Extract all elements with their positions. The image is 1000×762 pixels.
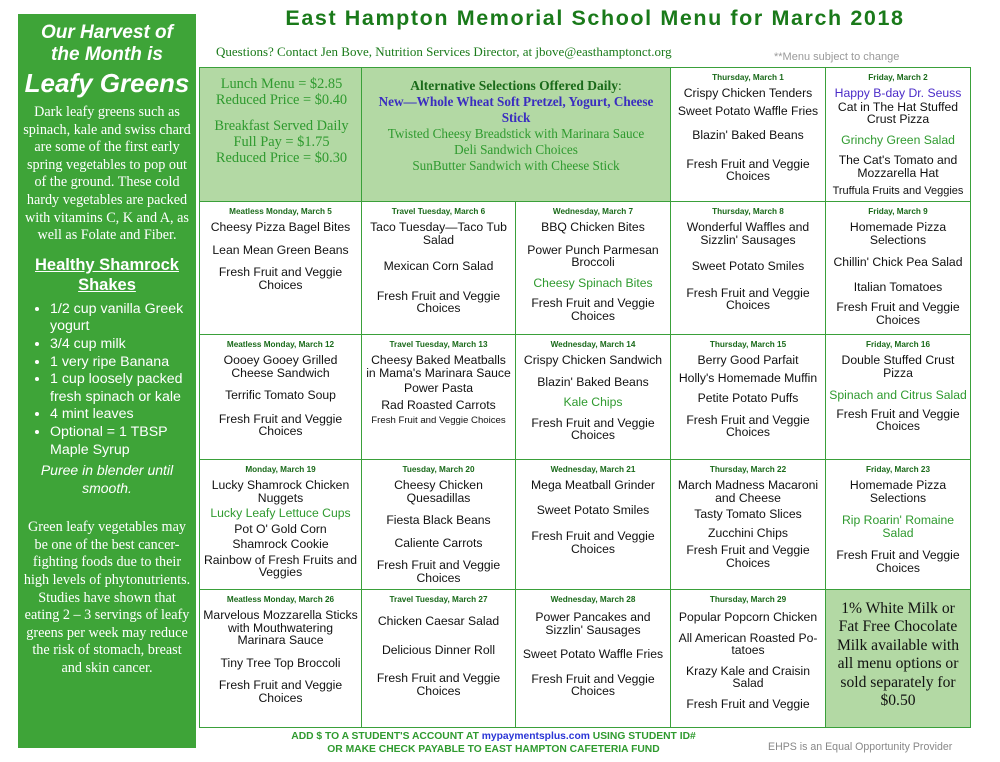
menu-item: The Cat's Tomato and Mozzarella Hat (838, 153, 958, 180)
leafy-greens-health-note: Green leafy vegetables may be one of the best cancer-fighting foods due to their high levels of phytonutrients. Studies have shown that eating 2 – 3 servings of leafy greens per week may reduce the risk of stomach, breast and skin cancer. (23, 519, 191, 677)
day-date: Thursday, March 22 (709, 465, 787, 474)
menu-item: Kale Chips (563, 395, 623, 409)
menu-item: Fresh Fruit and Veggie Choices (218, 265, 343, 292)
ingredient-item: • 1 cup loosely packed fresh spinach or kale (50, 371, 192, 406)
menu-item: Popular Popcorn Chicken (678, 610, 818, 624)
day-date: Thursday, March 8 (712, 207, 784, 216)
menu-item: Power Pasta (403, 381, 474, 395)
menu-item: Grinchy Green Salad (841, 132, 955, 147)
menu-item: Italian Tomatoes (853, 279, 943, 294)
breakfast-reduced-price: Reduced Price = $0.30 (215, 150, 348, 166)
day-date: Meatless Monday, March 12 (226, 340, 335, 349)
day-date: Travel Tuesday, March 27 (389, 595, 488, 604)
shake-title-line2: Shakes (78, 275, 136, 294)
menu-item: Fresh Fruit and Veggie Choices (686, 543, 810, 570)
day-cell-mar-20 (362, 460, 516, 590)
lunch-reduced-price: Reduced Price = $0.40 (215, 92, 348, 108)
menu-item: Shamrock Cookie (232, 537, 329, 551)
menu-item: Fresh Fruit and Veggie Choices (686, 285, 810, 312)
day-date: Meatless Monday, March 26 (226, 595, 335, 604)
menu-item: Fresh Fruit and Veggie Choices (686, 156, 810, 183)
menu-item: Cheesy Chicken Quesadillas (394, 478, 483, 505)
menu-item: Fresh Fruit and Veggie Choices (836, 548, 960, 575)
menu-item: Terrific Tomato Soup (225, 388, 336, 402)
day-date: Monday, March 19 (245, 465, 316, 474)
day-cell-mar-26 (200, 590, 362, 727)
alternative-item: Twisted Cheesy Breadstick with Marinara Sauce (387, 126, 645, 141)
menu-item: Tasty Tomato Slices (694, 507, 802, 521)
day-date: Friday, March 16 (865, 340, 930, 349)
day-cell-mar-29 (671, 590, 826, 727)
shake-instructions: Puree in blender until smooth. (40, 462, 174, 496)
day-date: Thursday, March 15 (709, 340, 787, 349)
menu-item: Taco Tuesday—Taco Tub Salad (370, 220, 507, 247)
menu-item: Fresh Fruit and Veggie Choices (531, 415, 655, 442)
menu-item: Happy B-day Dr. Seuss (834, 86, 962, 100)
menu-item: Delicious Dinner Roll (381, 642, 496, 657)
day-date: Travel Tuesday, March 6 (391, 207, 486, 216)
breakfast-title: Breakfast Served Daily (214, 118, 349, 134)
day-cell-mar-13 (362, 335, 516, 460)
menu-item: Spinach and Citrus Salad (829, 388, 967, 402)
day-cell-mar-21 (516, 460, 671, 590)
day-cell-mar-9 (826, 202, 970, 335)
menu-item: Homemade Pizza Selections (849, 220, 947, 247)
day-date: Wednesday, March 7 (552, 207, 634, 216)
day-cell-mar-7 (516, 202, 671, 335)
menu-item: Rainbow of Fresh Fruits and Veggies (203, 552, 358, 579)
day-cell-mar-6 (362, 202, 516, 335)
day-date: Friday, March 9 (868, 207, 928, 216)
alternative-item: SunButter Sandwich with Cheese Stick (412, 158, 620, 173)
menu-change-note: **Menu subject to change (774, 51, 900, 63)
menu-item: Power Pancakes and Sizzlin' Sausages (535, 610, 651, 637)
menu-item: Berry Good Parfait (697, 353, 799, 367)
day-date: Meatless Monday, March 5 (229, 207, 332, 216)
menu-item: Mexican Corn Salad (383, 259, 494, 273)
contact-line: Questions? Contact Jen Bove, Nutrition Services Director, at jbove@easthamptonct.org (216, 44, 672, 59)
day-date: Thursday, March 1 (712, 73, 784, 82)
ingredient-item: • 4 mint leaves (50, 406, 192, 424)
day-cell-mar-19 (200, 460, 362, 590)
menu-item: Fresh Fruit and Veggie Choices (531, 296, 655, 323)
menu-item: Fresh Fruit and Veggie Choices (376, 671, 501, 698)
price-info-box (200, 68, 362, 202)
menu-item: Double Stuffed Crust Pizza (841, 353, 955, 380)
menu-item: Fiesta Black Beans (386, 513, 491, 527)
menu-item: Chillin' Chick Pea Salad (833, 255, 963, 269)
menu-item: Fresh Fruit and Veggie Choices (686, 412, 810, 439)
menu-item: Fresh Fruit and Veggie Choices (836, 406, 960, 433)
day-date: Travel Tuesday, March 13 (389, 340, 488, 349)
menu-item: Crispy Chicken Sandwich (523, 353, 663, 367)
menu-item: Rip Roarin' Romaine Salad (841, 513, 955, 540)
menu-item: Oooey Gooey Grilled Cheese Sandwich (223, 353, 338, 380)
menu-item: Fresh Fruit and Veggie (686, 696, 810, 711)
day-cell-mar-8 (671, 202, 826, 335)
ingredient-item: • 3/4 cup milk (50, 336, 192, 354)
day-date: Friday, March 2 (868, 73, 928, 82)
menu-calendar-grid (199, 67, 971, 728)
harvest-item-title: Leafy Greens (24, 68, 190, 98)
menu-item: Lucky Leafy Lettuce Cups (210, 506, 351, 520)
day-date: Tuesday, March 20 (402, 465, 475, 474)
menu-item: Sweet Potato Smiles (536, 502, 650, 517)
menu-item: Homemade Pizza Selections (849, 478, 947, 505)
shake-ingredient-list (22, 301, 192, 459)
lunch-price: Lunch Menu = $2.85 (220, 76, 343, 92)
day-cell-mar-12 (200, 335, 362, 460)
menu-item: Fresh Fruit and Veggie Choices (218, 678, 343, 705)
alternative-selections-title: Alternative Selections Offered Daily: (410, 78, 622, 93)
day-cell-mar-23 (826, 460, 970, 590)
menu-item: Mega Meatball Grinder (531, 478, 655, 492)
menu-item: Fresh Fruit and Veggie Choices (218, 411, 343, 438)
menu-item: Truffula Fruits and Veggies (832, 185, 964, 197)
day-date: Friday, March 23 (865, 465, 930, 474)
menu-item: Lucky Shamrock Chicken Nuggets (211, 478, 350, 505)
menu-item: Caliente Carrots (394, 535, 483, 550)
day-date: Wednesday, March 28 (550, 595, 636, 604)
harvest-heading-line2: the Month is (51, 44, 163, 65)
payment-footer (216, 730, 771, 756)
menu-item: Fresh Fruit and Veggie Choices (376, 288, 501, 315)
day-cell-mar-27 (362, 590, 516, 727)
menu-item: Cheesy Spinach Bites (533, 275, 653, 290)
harvest-sidebar (18, 14, 196, 748)
ingredient-item: • Optional = 1 TBSP Maple Syrup (50, 424, 192, 459)
menu-item: Sweet Potato Smiles (691, 259, 805, 273)
day-date: Wednesday, March 14 (550, 340, 636, 349)
menu-item: Sweet Potato Waffle Fries (522, 647, 664, 661)
menu-item: Holly's Homemade Muffin (678, 370, 818, 385)
menu-item: March Madness Macaroni and Cheese (677, 478, 819, 505)
menu-item: Marvelous Mozzarella Sticks with Mouthwatering Marinara Sauce (203, 608, 358, 647)
menu-item: Rad Roasted Carrots (381, 397, 496, 412)
menu-item: Fresh Fruit and Veggie Choices (531, 529, 655, 556)
day-cell-mar-22 (671, 460, 826, 590)
equal-opportunity-statement: EHPS is an Equal Opportunity Provider (768, 741, 953, 753)
day-cell-mar-1 (671, 68, 826, 202)
alternative-new-item: New—Whole Wheat Soft Pretzel, Yogurt, Cheese Stick (378, 94, 654, 125)
menu-item: Zucchini Chips (708, 525, 788, 540)
day-cell-mar-2 (826, 68, 970, 202)
menu-item: Fresh Fruit and Veggie Choices (376, 558, 501, 585)
milk-info-box: 1% White Milk or Fat Free Chocolate Milk available with all menu options or sold separately for $0.50 (826, 590, 970, 727)
menu-item: Krazy Kale and Craisin Salad (686, 663, 810, 690)
ingredient-item: • 1/2 cup vanilla Greek yogurt (50, 301, 192, 336)
menu-item: Fresh Fruit and Veggie Choices (531, 671, 655, 698)
menu-title: East Hampton Memorial School Menu for March 2018 (285, 6, 905, 30)
menu-item: Lean Mean Green Beans (212, 242, 349, 257)
breakfast-full-price: Full Pay = $1.75 (233, 134, 330, 150)
menu-item: Cat in The Hat Stuffed Crust Pizza (837, 99, 959, 126)
menu-item: Fresh Fruit and Veggie Choices (836, 300, 960, 327)
shake-title-line1: Healthy Shamrock (35, 255, 179, 274)
alternative-selections-box (362, 68, 671, 202)
menu-item: BBQ Chicken Bites (541, 220, 645, 234)
day-cell-mar-15 (671, 335, 826, 460)
alternative-item: Deli Sandwich Choices (454, 142, 578, 157)
day-cell-mar-16 (826, 335, 970, 460)
menu-item: Crispy Chicken Tenders (683, 86, 813, 100)
menu-item: All American Roasted Po-tatoes (678, 630, 818, 657)
menu-item: Cheesy Baked Meatballs in Mama's Marinara Sauce (366, 353, 511, 380)
menu-item: Sweet Potato Waffle Fries (677, 103, 819, 118)
payment-link[interactable]: mypaymentsplus.com (481, 731, 590, 742)
menu-item: Cheesy Pizza Bagel Bites (210, 220, 351, 234)
payment-line-1: ADD $ TO A STUDENT'S ACCOUNT AT mypaymentsplus.com USING STUDENT ID# (291, 731, 696, 742)
shake-recipe-title (22, 255, 192, 295)
menu-item: Blazin' Baked Beans (692, 128, 804, 142)
menu-item: Wonderful Waffles and Sizzlin' Sausages (686, 220, 810, 247)
menu-item: Petite Potato Puffs (697, 391, 799, 405)
day-cell-mar-5 (200, 202, 362, 335)
day-cell-mar-14 (516, 335, 671, 460)
harvest-heading-line1: Our Harvest of (41, 22, 173, 43)
payment-line-2: OR MAKE CHECK PAYABLE TO EAST HAMPTON CAFETERIA FUND (327, 744, 660, 755)
menu-item: Power Punch Parmesan Broccoli (527, 242, 659, 269)
menu-item: Tiny Tree Top Broccoli (220, 655, 341, 670)
day-cell-mar-28 (516, 590, 671, 727)
menu-item: Fresh Fruit and Veggie Choices (371, 415, 506, 426)
menu-item: Pot O' Gold Corn (234, 521, 327, 536)
harvest-intro-text: Dark leafy greens such as spinach, kale and swiss chard are some of the first early spring vegetables to pop out of the ground. These cold hardy vegetables are packed with vitamins C, K and A, as well as Folate and Fiber. (23, 104, 191, 244)
day-date: Thursday, March 29 (709, 595, 787, 604)
menu-item: Chicken Caesar Salad (377, 614, 500, 628)
menu-item: Blazin' Baked Beans (537, 374, 649, 389)
ingredient-item: • 1 very ripe Banana (50, 354, 192, 372)
day-date: Wednesday, March 21 (550, 465, 636, 474)
